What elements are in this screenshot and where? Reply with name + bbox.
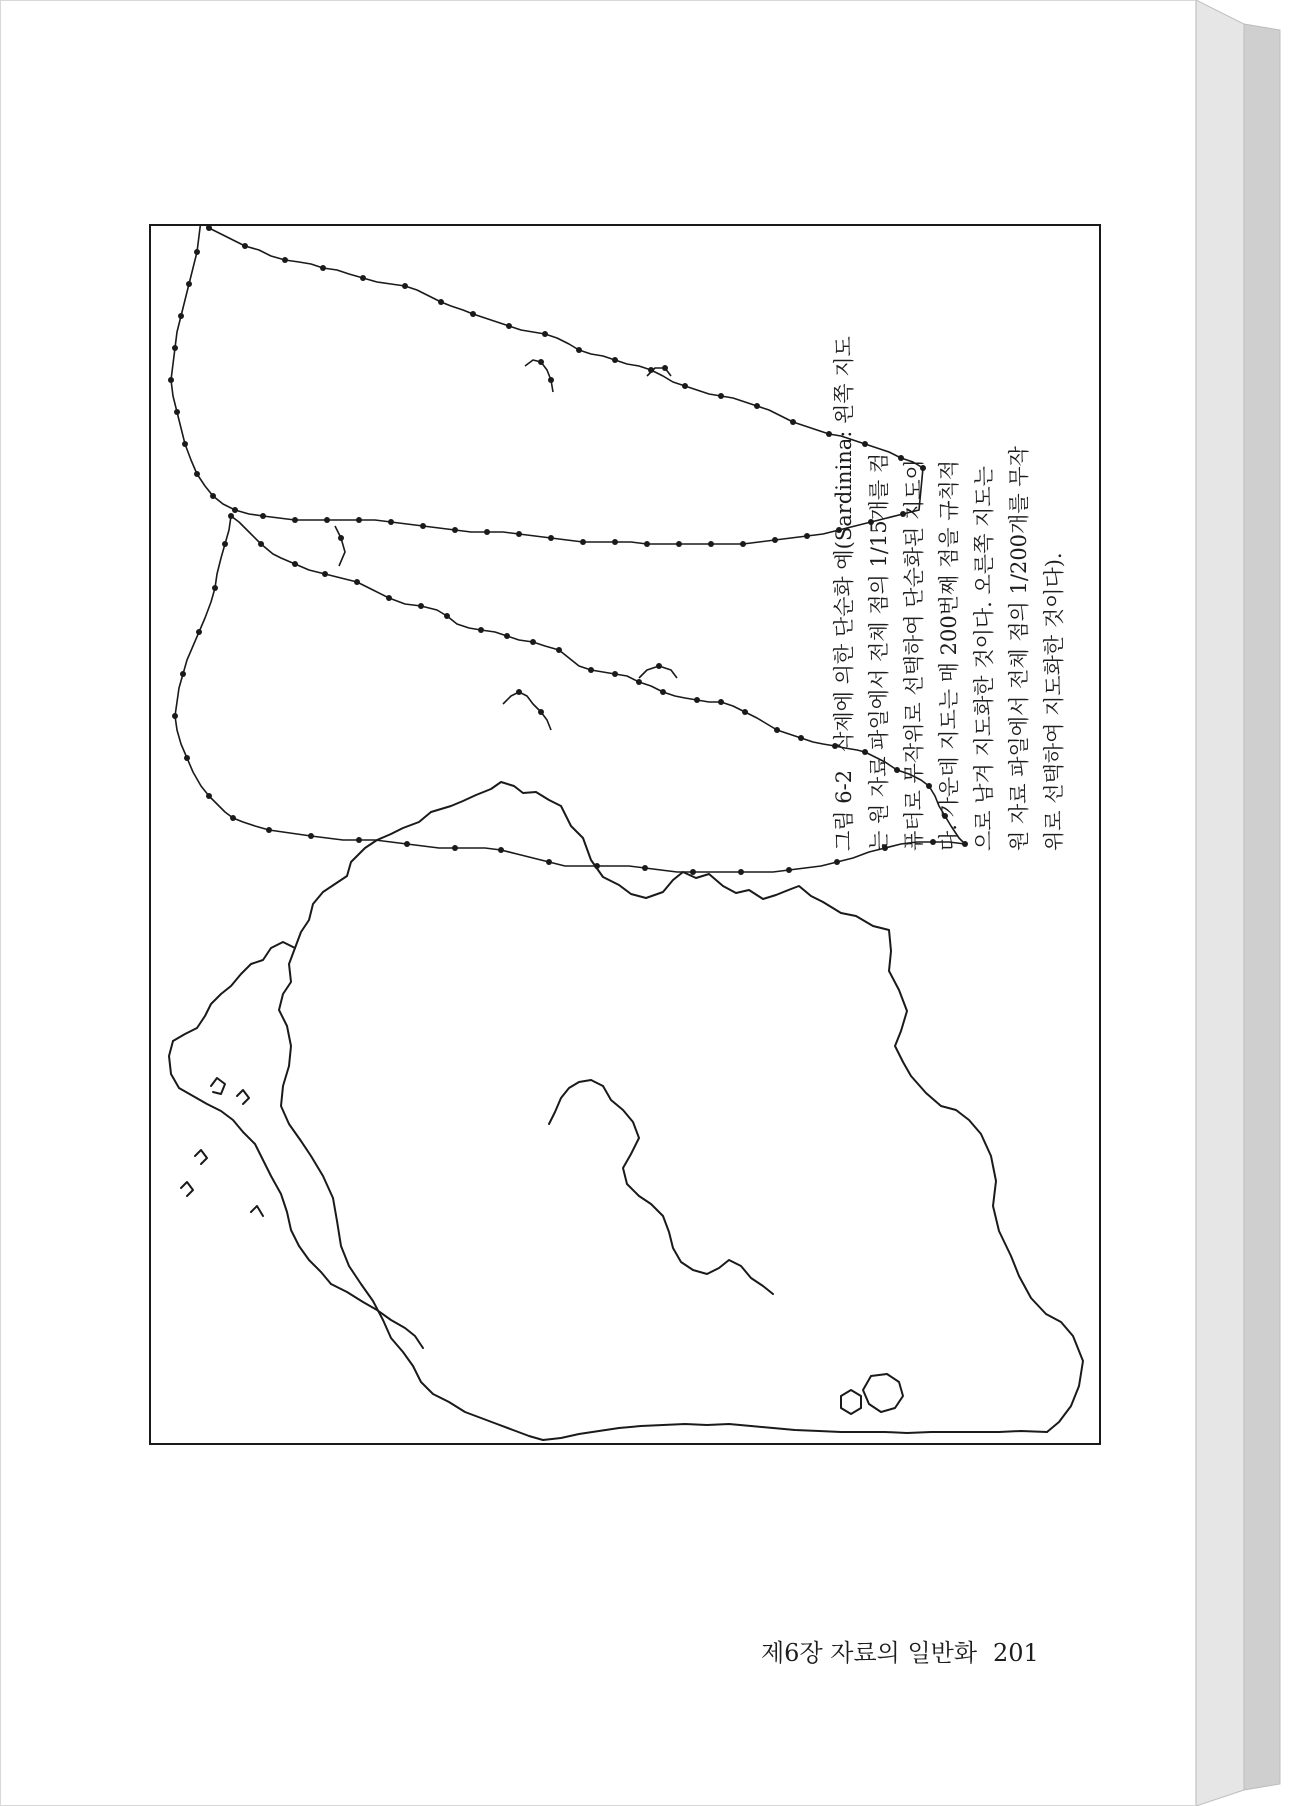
figure-caption: [827, 241, 1107, 851]
caption-line-text: 삭제에 의한 단순화 예(Sardinina: 왼쪽 지도: [832, 336, 856, 752]
caption-line: 퓨터로 무작위로 선택하여 단순화된 지도이: [902, 459, 926, 851]
running-footer: [761, 1633, 1039, 1673]
footer-chapter-title: 제6장 자료의 일반화: [761, 1639, 977, 1667]
caption-line: 다. 가운데 지도는 매 200번째 점을 규칙적: [937, 459, 961, 851]
page-number: 201: [993, 1639, 1039, 1667]
caption-label: 그림 6-2: [832, 769, 856, 851]
caption-line: [827, 241, 862, 851]
caption-line: 으로 남겨 지도화한 것이다. 오른쪽 지도는: [972, 466, 996, 851]
caption-line: 위로 선택하여 지도화한 것이다).: [1042, 552, 1066, 851]
caption-line: 원 자료 파일에서 전체 점의 1/200개를 무작: [1007, 446, 1031, 851]
figure-caption-text: [827, 241, 1107, 851]
book-page-edge: [1196, 0, 1292, 1806]
random-sample-simplified-map: [171, 226, 923, 544]
detailed-coastline-map: [169, 782, 1083, 1440]
random-sample-points: [168, 226, 926, 547]
caption-line: 는 원 자료 파일에서 전체 점의 1/15개를 컴: [867, 452, 891, 851]
